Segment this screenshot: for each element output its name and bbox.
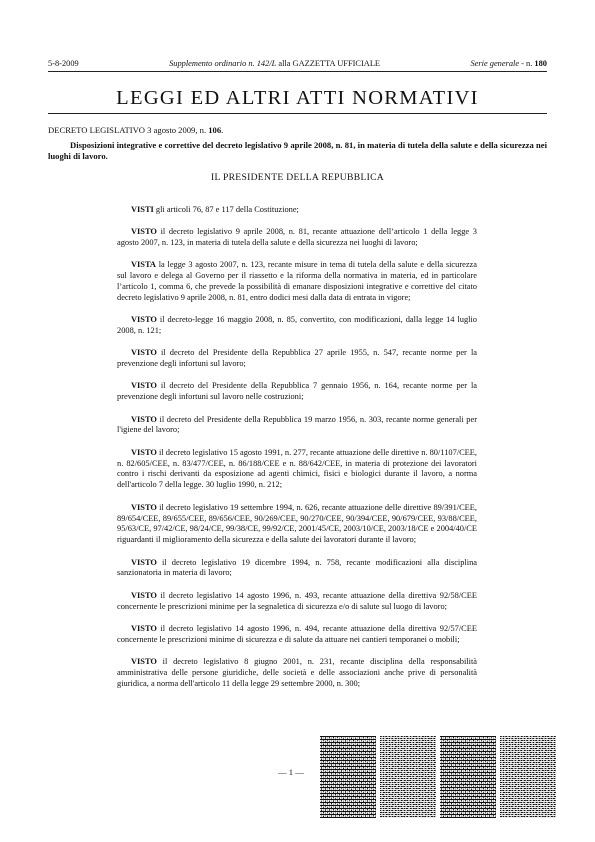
header-series-label: Serie generale bbox=[470, 59, 520, 68]
decree-reference-suffix: . bbox=[221, 125, 224, 135]
paragraph-text: il decreto legislativo 19 settembre 1994, n. 626, recante attuazione delle direttive 89/391/CEE, 89/654/CEE, 89/655/CEE, 89/656/CEE, 90/269/CEE, 90/270/CEE, 90/394/CEE, 90/679/CEE, 93/88/CEE, 95/63/CE, 97/42/CE, 98/24/CE, 99/38/CE, 99/92/CE, 2001/45/CE, 2003/10/CE, 2003/18/CE e 2004/40/CE riguardanti il miglioramento della sicurezza e della salute dei lavoratori durante il lavoro; bbox=[117, 502, 477, 545]
paragraph-text: il decreto legislativo 14 agosto 1996, n. 494, recante attuazione della direttiva 92/57/CEE concernente le prescrizioni minime di sicurezza e di salute da attuare nei cantieri temporanei o mobili; bbox=[117, 623, 477, 644]
paragraph-text: il decreto-legge 16 maggio 2008, n. 85, convertito, con modificazioni, dalla legge 14 luglio 2008, n. 121; bbox=[117, 315, 477, 336]
header-gazzetta: alla GAZZETTA UFFICIALE bbox=[276, 59, 381, 68]
page-header bbox=[48, 59, 547, 69]
preamble-paragraph bbox=[117, 448, 477, 492]
paragraph-text: gli articoli 76, 87 e 117 della Costituzione; bbox=[153, 205, 299, 214]
header-divider bbox=[48, 71, 547, 72]
page-title: LEGGI ED ALTRI ATTI NORMATIVI bbox=[116, 87, 479, 109]
preamble-paragraph bbox=[117, 227, 477, 249]
header-series-number: 180 bbox=[534, 59, 547, 68]
paragraph-lead: VISTO bbox=[131, 557, 157, 567]
paragraph-text: il decreto legislativo 14 agosto 1996, n. 493, recante attuazione della direttiva 92/58/CEE concernente le prescrizioni minime per la segnaletica di sicurezza e/o di salute sul luogo di lavoro; bbox=[117, 590, 477, 611]
paragraph-lead: VISTO bbox=[131, 227, 157, 237]
paragraph-lead: VISTO bbox=[131, 315, 157, 325]
paragraph-lead: VISTO bbox=[131, 348, 157, 358]
preamble-paragraph bbox=[117, 348, 477, 370]
paragraph-text: il decreto del Presidente della Repubblica 19 marzo 1956, n. 303, recante norme generali per l'igiene del lavoro; bbox=[117, 414, 477, 435]
paragraph-text: il decreto legislativo 19 dicembre 1994, n. 758, recante modificazioni alla disciplina sanzionatoria in materia di lavoro; bbox=[117, 557, 477, 578]
paragraph-lead: VISTO bbox=[131, 590, 157, 600]
preamble-paragraph bbox=[117, 260, 477, 304]
paragraph-lead: VISTA bbox=[131, 260, 156, 270]
preamble-paragraph bbox=[117, 503, 477, 547]
preamble-paragraph bbox=[117, 205, 477, 216]
decree-number: 106 bbox=[208, 125, 222, 135]
paragraph-lead: VISTI bbox=[131, 205, 154, 214]
paragraph-text: il decreto legislativo 9 aprile 2008, n. 81, recante attuazione dell’articolo 1 della legge 3 agosto 2007, n. 123, in materia di tutela della salute e della sicurezza nei luoghi di lavoro; bbox=[117, 227, 477, 248]
page-number: — 1 — bbox=[278, 767, 304, 777]
preamble-paragraph bbox=[117, 558, 477, 580]
header-supplement: Supplemento ordinario n. 142/L bbox=[169, 59, 277, 68]
barcode-image bbox=[440, 736, 496, 818]
barcode-image bbox=[380, 736, 436, 818]
president-heading: IL PRESIDENTE DELLA REPUBBLICA bbox=[210, 172, 385, 183]
preamble-paragraph bbox=[117, 415, 477, 437]
barcode-image bbox=[500, 736, 556, 818]
preamble-paragraph bbox=[117, 591, 477, 613]
header-date: 5-8-2009 bbox=[48, 59, 79, 68]
title-divider bbox=[48, 113, 547, 114]
paragraph-text: il decreto legislativo 15 agosto 1991, n. 277, recante attuazione delle direttive n. 80/1107/CEE, n. 82/605/CEE, n. 83/477/CEE, n. 86/188/CEE e n. 88/642/CEE, in materia di protezione dei lavoratori contro i rischi derivanti da esposizione ad agenti chimici, fisici e biologici durante il lavoro, a norma dell'articolo 7 della legge. 30 luglio 1990, n. 212; bbox=[117, 447, 477, 490]
paragraph-lead: VISTO bbox=[131, 502, 157, 512]
paragraph-lead: VISTO bbox=[131, 656, 157, 666]
preamble-paragraph bbox=[117, 624, 477, 646]
header-series bbox=[470, 59, 547, 69]
decree-reference-prefix: DECRETO LEGISLATIVO 3 agosto 2009, n. bbox=[48, 125, 209, 135]
paragraph-lead: VISTO bbox=[131, 414, 157, 424]
barcode-image bbox=[320, 736, 376, 818]
header-publication bbox=[169, 59, 380, 69]
paragraph-text: il decreto legislativo 8 giugno 2001, n. 231, recante disciplina della responsabilità amministrativa delle persone giuridiche, delle società e delle associazioni anche prive di personalità giuridica, a norma dell'articolo 11 della legge 29 settembre 2000, n. 300; bbox=[117, 656, 477, 688]
decree-reference bbox=[48, 125, 223, 135]
barcode-group bbox=[320, 736, 556, 818]
paragraph-lead: VISTO bbox=[131, 447, 157, 457]
paragraph-text: il decreto del Presidente della Repubblica 27 aprile 1955, n. 547, recante norme per la prevenzione degli infortuni sul lavoro; bbox=[117, 348, 477, 369]
header-series-sep: - n. bbox=[519, 59, 535, 68]
paragraph-lead: VISTO bbox=[131, 623, 157, 633]
preamble-paragraph bbox=[117, 657, 477, 690]
preamble-paragraph bbox=[117, 381, 477, 403]
paragraph-lead: VISTO bbox=[131, 381, 157, 391]
paragraph-text: la legge 3 agosto 2007, n. 123, recante misure in tema di tutela della salute e della sicurezza sul lavoro e delega al Governo per il riassetto e la riforma della normativa in materia, ed in particolare l’articolo 1, comma 6, che prevede la possibilità di emanare disposizioni integrative e correttive del citato decreto legislativo 9 aprile 2008, n. 81, entro dodici mesi dalla data di entrata in vigore; bbox=[117, 260, 477, 303]
decree-heading: Disposizioni integrative e correttive del decreto legislativo 9 aprile 2008, n. 81, in materia di tutela della salute e della sicurezza nei luoghi di lavoro. bbox=[48, 140, 547, 161]
paragraph-text: il decreto del Presidente della Repubblica 7 gennaio 1956, n. 164, recante norme per la prevenzione degli infortuni sul lavoro nelle costruzioni; bbox=[117, 381, 477, 402]
preamble-paragraph bbox=[117, 315, 477, 337]
preamble-body bbox=[117, 205, 477, 701]
